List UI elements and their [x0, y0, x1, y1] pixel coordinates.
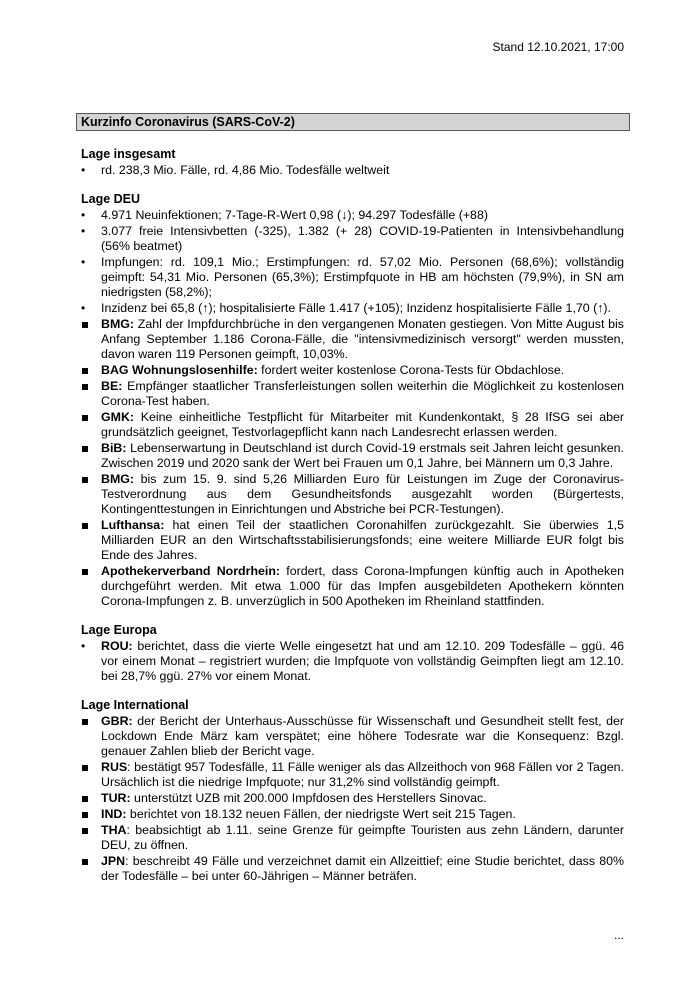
- item-lead: Apothekerverband Nordrhein:: [101, 564, 281, 578]
- square-bullet-icon: [82, 569, 88, 575]
- section: [81, 622, 624, 684]
- item-text: Empfänger staatlicher Transferleistungen sollen weiterhin die Möglichkeit zu kostenlosen Corona-Test haben.: [101, 379, 624, 408]
- list-item: [81, 823, 624, 853]
- square-bullet-icon: [82, 415, 88, 421]
- list-item: [81, 854, 624, 884]
- item-text: berichtet von 18.132 neuen Fällen, der niedrigste Wert seit 215 Tagen.: [129, 807, 516, 821]
- list-item: [81, 564, 624, 609]
- bullet-list: [81, 639, 624, 684]
- square-bullet-icon: [82, 523, 88, 529]
- square-bullet-icon: [82, 477, 88, 483]
- list-item: [81, 301, 624, 316]
- bullet-list: [81, 714, 624, 884]
- section-heading: Lage Europa: [81, 623, 157, 637]
- list-item: [81, 255, 624, 300]
- dot-bullet-icon: •: [81, 301, 86, 315]
- continuation-marker: ...: [613, 928, 624, 942]
- dot-bullet-icon: •: [81, 255, 86, 269]
- item-text: Zahl der Impfdurchbrüche in den vergangenen Monaten gestiegen. Von Mitte August bis Anfang September 1.186 Corona-Fälle, die "intensivmedizinisch versorgt" werden mussten, davon waren 119 Personen geimpft, 10,03%.: [101, 317, 624, 361]
- item-text: 3.077 freie Intensivbetten (-325), 1.382 (+ 28) COVID-19-Patienten in Intensivbehandlung (56% beatmet): [101, 224, 624, 253]
- item-lead: GBR:: [101, 714, 133, 728]
- list-item: [81, 639, 624, 684]
- list-item: [81, 791, 624, 806]
- item-lead: IND:: [101, 807, 127, 821]
- item-text: bis zum 15. 9. sind 5,26 Milliarden Euro für Leistungen im Zuge der Coronavirus-Testverordnung aus dem Gesundheitsfonds ausgezahlt worden (Bürgertests, Kontingenttestungen in Einrichtungen und Abstriche bei PCR-Testungen).: [101, 472, 624, 516]
- item-lead: TUR:: [101, 791, 131, 805]
- list-item: [81, 379, 624, 409]
- item-lead: JPN: [101, 854, 126, 868]
- square-bullet-icon: [82, 796, 88, 802]
- list-item: [81, 208, 624, 223]
- item-lead: BMG:: [101, 317, 135, 331]
- square-bullet-icon: [82, 859, 88, 865]
- item-lead: ROU:: [101, 639, 133, 653]
- item-lead: GMK:: [101, 410, 135, 424]
- section: [81, 146, 624, 178]
- item-text: rd. 238,3 Mio. Fälle, rd. 4,86 Mio. Todesfälle weltweit: [101, 163, 390, 177]
- item-text: : beschreibt 49 Fälle und verzeichnet damit ein Allzeittief; eine Studie berichtet, dass 80% der Todesfälle – bei unter 60-Jährigen – Männer beträfen.: [101, 854, 624, 883]
- section-heading: Lage International: [81, 698, 189, 712]
- list-item: [81, 807, 624, 822]
- item-text: unterstützt UZB mit 200.000 Impfdosen des Herstellers Sinovac.: [134, 791, 487, 805]
- list-item: [81, 224, 624, 254]
- section-heading: Lage DEU: [81, 192, 141, 206]
- dot-bullet-icon: •: [81, 208, 86, 222]
- square-bullet-icon: [82, 368, 88, 374]
- section-heading: Lage insgesamt: [81, 147, 176, 161]
- item-text: 4.971 Neuinfektionen; 7-Tage-R-Wert 0,98 (↓); 94.297 Todesfälle (+88): [101, 208, 488, 222]
- item-text: berichtet, dass die vierte Welle eingesetzt hat und am 12.10. 209 Todesfälle – ggü. 46 vor einem Monat – registriert wurden; die Impfquote von vollständig Geimpften liegt am 12.10. bei 28,7% ggü. 27% vor einem Monat.: [101, 639, 624, 683]
- item-lead: BMG:: [101, 472, 135, 486]
- item-text: der Bericht der Unterhaus-Ausschüsse für Wissenschaft und Gesundheit stellt fest, der Lockdown Ende März kam verspätet; eine höhere Todesrate war die Konsequenz: Bzgl. genauer Zahlen blieb der Bericht vage.: [101, 714, 625, 758]
- list-item: [81, 410, 624, 440]
- square-bullet-icon: [82, 765, 88, 771]
- list-item: [81, 363, 624, 378]
- item-lead: Lufthansa:: [101, 518, 165, 532]
- item-lead: BE:: [101, 379, 123, 393]
- item-text: fordert weiter kostenlose Corona-Tests für Obdachlose.: [261, 363, 565, 377]
- list-item: [81, 441, 624, 471]
- page-title: Kurzinfo Coronavirus (SARS-CoV-2): [76, 113, 630, 131]
- square-bullet-icon: [82, 719, 88, 725]
- dot-bullet-icon: •: [81, 163, 86, 177]
- list-item: [81, 714, 624, 759]
- square-bullet-icon: [82, 384, 88, 390]
- bullet-list: [81, 208, 624, 609]
- item-text: Keine einheitliche Testpflicht für Mitarbeiter mit Kundenkontakt, § 28 IfSG sei aber grundsätzlich geeignet, Testvorlagepflicht kann nach Landesrecht erlassen werden.: [101, 410, 624, 439]
- list-item: [81, 518, 624, 563]
- item-text: fordert, dass Corona-Impfungen künftig auch in Apotheken durchgeführt werden. Mit etwa 1.000 für das Impfen ausgebildeten Apothekern könnten Corona-Impfungen z. B. unverzüglich in 500 Apotheken im Rheinland stattfinden.: [101, 564, 624, 608]
- status-timestamp: Stand 12.10.2021, 17:00: [492, 40, 624, 54]
- section: [81, 191, 624, 609]
- item-lead: BiB:: [101, 441, 127, 455]
- document-body: [81, 146, 624, 897]
- item-text: Lebenserwartung in Deutschland ist durch Covid-19 erstmals seit Jahren leicht gesunken. Zwischen 2019 und 2020 sank der Wert bei Frauen um 0,1 Jahre, bei Männern um 0,3 Jahre.: [101, 441, 624, 470]
- dot-bullet-icon: •: [81, 639, 86, 653]
- list-item: [81, 317, 624, 362]
- square-bullet-icon: [82, 812, 88, 818]
- item-text: : beabsichtigt ab 1.11. seine Grenze für geimpfte Touristen aus zehn Ländern, darunter DEU, zu öffnen.: [101, 823, 624, 852]
- square-bullet-icon: [82, 828, 88, 834]
- item-text: hat einen Teil der staatlichen Coronahilfen zurückgezahlt. Sie überwies 1,5 Milliarden EUR an den Wirtschaftsstabilisierungsfonds; eine weitere Milliarde EUR folgt bis Ende des Jahres.: [101, 518, 624, 562]
- list-item: [81, 760, 624, 790]
- item-lead: BAG Wohnungslosenhilfe:: [101, 363, 258, 377]
- dot-bullet-icon: •: [81, 224, 86, 238]
- section: [81, 697, 624, 884]
- item-text: : bestätigt 957 Todesfälle, 11 Fälle weniger als das Allzeithoch von 968 Fällen vor 2 Tagen. Ursächlich ist die niedrige Impfquote; nur 31,2% sind vollständig geimpft.: [101, 760, 624, 789]
- list-item: [81, 472, 624, 517]
- bullet-list: [81, 163, 624, 178]
- item-lead: THA: [101, 823, 127, 837]
- square-bullet-icon: [82, 322, 88, 328]
- square-bullet-icon: [82, 446, 88, 452]
- item-lead: RUS: [101, 760, 128, 774]
- item-text: Impfungen: rd. 109,1 Mio.; Erstimpfungen: rd. 57,02 Mio. Personen (68,6%); vollständig geimpft: 54,31 Mio. Personen (65,3%); Erstimpfquote in HB am höchsten (79,9%), in SN am niedrigsten (58,2%);: [101, 255, 624, 299]
- list-item: [81, 163, 624, 178]
- item-text: Inzidenz bei 65,8 (↑); hospitalisierte Fälle 1.417 (+105); Inzidenz hospitalisierte Fälle 1,70 (↑).: [101, 301, 612, 315]
